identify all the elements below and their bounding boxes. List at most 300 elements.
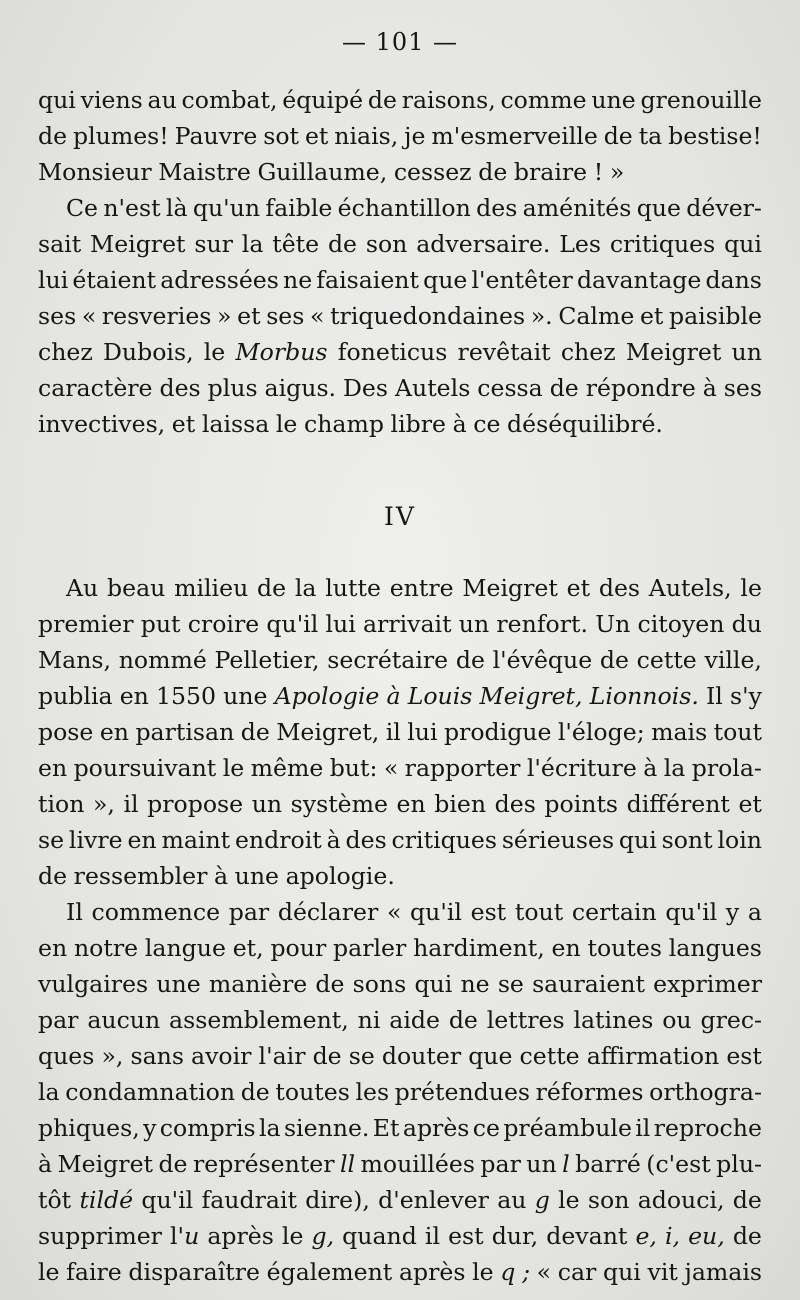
- word: invectives,: [38, 410, 166, 438]
- word: en: [38, 934, 68, 962]
- text-line: [38, 262, 762, 298]
- word: viens: [80, 86, 143, 114]
- word: revêtait: [457, 338, 551, 366]
- word: échantillon: [337, 194, 471, 222]
- text-line: [38, 1038, 762, 1074]
- word: qu'un: [192, 194, 261, 222]
- word: chez: [38, 338, 93, 366]
- word: un: [251, 790, 283, 818]
- word: le: [222, 754, 245, 782]
- word: au: [147, 86, 177, 114]
- word: de: [158, 1150, 188, 1178]
- word: !: [593, 158, 604, 186]
- word: quand: [342, 1222, 417, 1250]
- word: caractère: [38, 374, 153, 402]
- word: Les: [559, 230, 601, 258]
- word: citoyen: [637, 610, 725, 638]
- word: reproche: [653, 1114, 762, 1142]
- word: Ce: [66, 194, 99, 222]
- word: Meigret,: [479, 682, 583, 710]
- word: mais: [651, 718, 708, 746]
- word: grenouille: [640, 86, 762, 114]
- text-line: [38, 930, 762, 966]
- word: en: [127, 826, 157, 854]
- word: l'u: [170, 1222, 200, 1250]
- word: tôt: [38, 1186, 72, 1214]
- word: latines: [573, 1006, 654, 1034]
- word: Et: [372, 1114, 400, 1142]
- word: y: [143, 1114, 157, 1142]
- word: à: [452, 410, 467, 438]
- word: Meigret: [625, 338, 722, 366]
- text-line: [38, 1146, 762, 1182]
- word: foneticus: [337, 338, 448, 366]
- word: même: [250, 754, 324, 782]
- word: adversaire.: [416, 230, 551, 258]
- word: une: [591, 86, 636, 114]
- word: tout: [514, 898, 564, 926]
- word: manière: [208, 970, 308, 998]
- word: sans: [130, 1042, 184, 1070]
- text-line: [38, 822, 762, 858]
- word: à: [326, 826, 341, 854]
- text-line: [38, 370, 762, 406]
- word: à: [643, 754, 658, 782]
- word: critiques: [609, 230, 716, 258]
- word: tildé: [79, 1186, 134, 1214]
- word: put: [140, 610, 181, 638]
- word: assemblement,: [169, 1006, 349, 1034]
- word: et,: [232, 934, 264, 962]
- page-number: — 101 —: [341, 28, 459, 56]
- word: maint: [161, 826, 231, 854]
- word: qui: [602, 1258, 641, 1286]
- word: des: [598, 574, 641, 602]
- word: et: [566, 574, 591, 602]
- word: Meigret: [57, 1150, 154, 1178]
- paragraph-block-1: [38, 82, 762, 442]
- word: réformes: [535, 1078, 644, 1106]
- word: resveries: [101, 302, 212, 330]
- word: répondre: [585, 374, 696, 402]
- word: certain: [571, 898, 657, 926]
- word: commence: [91, 898, 221, 926]
- word: que: [636, 194, 681, 222]
- word: compris: [159, 1114, 256, 1142]
- word: ce: [472, 1114, 500, 1142]
- word: croire: [187, 610, 260, 638]
- word: »: [217, 302, 232, 330]
- word: ni: [357, 1006, 381, 1034]
- word: dire),: [305, 1186, 370, 1214]
- text-line: [38, 154, 762, 190]
- word: de: [315, 970, 345, 998]
- word: triquedondaines: [330, 302, 526, 330]
- word: lui: [38, 266, 69, 294]
- text-line: [38, 1002, 762, 1038]
- word: davantage: [576, 266, 702, 294]
- word: laissa: [201, 410, 270, 438]
- word: cessez: [393, 158, 472, 186]
- word: à: [702, 374, 717, 402]
- word: Il: [705, 682, 723, 710]
- word: qui: [618, 826, 657, 854]
- word: après: [402, 1114, 470, 1142]
- word: combat,: [181, 86, 278, 114]
- word: douter: [381, 1042, 462, 1070]
- word: orthogra-: [649, 1078, 762, 1106]
- word: il: [635, 1114, 651, 1142]
- paragraph-block-2: [38, 570, 762, 1290]
- word: chez: [560, 338, 616, 366]
- word: phiques,: [38, 1114, 140, 1142]
- word: faire: [66, 1258, 122, 1286]
- word: ta: [638, 122, 663, 150]
- word: tête: [272, 230, 320, 258]
- word: de: [599, 646, 629, 674]
- word: déclarer: [277, 898, 379, 926]
- word: son: [365, 230, 408, 258]
- word: Meigret: [90, 230, 186, 258]
- word: plus: [207, 374, 258, 402]
- word: différent: [626, 790, 730, 818]
- word: premier: [38, 610, 134, 638]
- word: qui: [724, 230, 762, 258]
- word: «: [383, 754, 399, 782]
- word: y: [725, 898, 740, 926]
- word: sur: [194, 230, 233, 258]
- word: de: [478, 158, 508, 186]
- word: Morbus: [235, 338, 328, 366]
- word: ll: [339, 1150, 356, 1178]
- word: une: [156, 970, 201, 998]
- word: avoir: [191, 1042, 252, 1070]
- word: milieu: [174, 574, 249, 602]
- word: système: [290, 790, 388, 818]
- word: ressembler: [73, 862, 208, 890]
- word: par: [480, 1150, 521, 1178]
- word: la: [294, 574, 317, 602]
- text-line: [38, 570, 762, 606]
- word: l: [562, 1150, 570, 1178]
- word: exprimer: [653, 970, 762, 998]
- word: de: [549, 374, 579, 402]
- text-line: [38, 1254, 762, 1290]
- word: ses: [723, 374, 762, 402]
- text-line: [38, 1182, 762, 1218]
- text-line: [38, 966, 762, 1002]
- text-line: [38, 642, 762, 678]
- word: à: [38, 1150, 53, 1178]
- text-line: [38, 334, 762, 370]
- word: hardiment,: [413, 934, 545, 962]
- word: prétendues: [394, 1078, 531, 1106]
- word: est: [448, 1222, 484, 1250]
- word: de: [732, 1222, 762, 1250]
- word: préambule: [503, 1114, 632, 1142]
- word: Il: [66, 898, 83, 926]
- text-line: [38, 1074, 762, 1110]
- word: paisible: [669, 302, 762, 330]
- word: de: [732, 1186, 762, 1214]
- text-line: [38, 1110, 762, 1146]
- word: après: [207, 1222, 274, 1250]
- word: une: [234, 862, 279, 890]
- word: »,: [101, 1042, 124, 1070]
- word: à: [213, 862, 229, 890]
- text-line: [38, 190, 762, 226]
- word: et: [237, 302, 261, 330]
- word: l'évêque: [492, 646, 593, 674]
- text-line: [38, 606, 762, 642]
- word: »,: [93, 790, 115, 818]
- word: de: [327, 230, 358, 258]
- word: de: [240, 1078, 270, 1106]
- word: (c'est: [646, 1150, 711, 1178]
- word: après: [398, 1258, 466, 1286]
- word: et: [304, 122, 329, 150]
- word: des: [494, 790, 536, 818]
- word: nommé: [118, 646, 207, 674]
- word: Un: [595, 610, 631, 638]
- word: condamnation: [65, 1078, 236, 1106]
- word: faible: [265, 194, 333, 222]
- word: qu'il: [266, 610, 319, 638]
- word: jamais: [684, 1258, 762, 1286]
- word: s'y: [729, 682, 762, 710]
- word: n'est: [103, 194, 161, 222]
- word: le: [38, 1258, 60, 1286]
- word: devant: [546, 1222, 628, 1250]
- word: qu'il: [410, 898, 462, 926]
- word: affirmation: [586, 1042, 720, 1070]
- text-line: [38, 786, 762, 822]
- word: de: [38, 862, 68, 890]
- word: de: [603, 122, 633, 150]
- word: Autels,: [648, 574, 732, 602]
- word: en: [551, 934, 581, 962]
- word: Louis: [407, 682, 473, 710]
- word: sienne.: [283, 1114, 370, 1142]
- word: également: [266, 1258, 393, 1286]
- word: bestise!: [668, 122, 762, 150]
- word: partisan: [135, 718, 235, 746]
- word: sait: [38, 230, 82, 258]
- word: faisaient: [316, 266, 419, 294]
- word: g: [534, 1186, 550, 1214]
- word: langues: [668, 934, 762, 962]
- word: Mans,: [38, 646, 112, 674]
- word: qu'il: [665, 898, 718, 926]
- word: braire: [513, 158, 588, 186]
- word: une: [223, 682, 268, 710]
- word: comme: [500, 86, 587, 114]
- word: cette: [636, 646, 697, 674]
- word: mouillées: [360, 1150, 475, 1178]
- word: Meigret: [462, 574, 558, 602]
- word: barré: [575, 1150, 641, 1178]
- word: en: [38, 754, 68, 782]
- text-line: [38, 858, 762, 894]
- word: sérieuses: [501, 826, 615, 854]
- word: car: [557, 1258, 597, 1286]
- word: l'éloge;: [557, 718, 645, 746]
- word: ce: [473, 410, 501, 438]
- word: eu,: [688, 1222, 725, 1250]
- word: supprimer: [38, 1222, 162, 1250]
- word: Lionnois.: [589, 682, 699, 710]
- word: des: [159, 374, 201, 402]
- word: il: [424, 1222, 440, 1250]
- word: de: [257, 574, 287, 602]
- word: adouci,: [637, 1186, 725, 1214]
- word: un: [458, 610, 490, 638]
- section-heading: IV: [384, 502, 416, 531]
- word: le: [558, 1186, 580, 1214]
- word: la: [258, 1114, 281, 1142]
- word: secrétaire: [327, 646, 449, 674]
- word: lutte: [325, 574, 381, 602]
- word: plu-: [716, 1150, 762, 1178]
- word: toutes: [587, 934, 662, 962]
- word: de: [448, 1006, 478, 1034]
- word: les: [355, 1078, 390, 1106]
- word: la: [241, 230, 264, 258]
- word: i,: [664, 1222, 681, 1250]
- text-line: [38, 894, 762, 930]
- word: faudrait: [201, 1186, 297, 1214]
- word: le: [275, 410, 298, 438]
- word: est: [726, 1042, 762, 1070]
- word: lui: [325, 610, 356, 638]
- word: q: [500, 1258, 516, 1286]
- word: qui: [38, 86, 76, 114]
- word: apologie.: [285, 862, 395, 890]
- word: du: [731, 610, 762, 638]
- word: je: [404, 122, 426, 150]
- word: se: [497, 970, 524, 998]
- word: ou: [662, 1006, 692, 1034]
- word: ».: [530, 302, 553, 330]
- word: Maistre: [158, 158, 251, 186]
- word: d'enlever: [378, 1186, 489, 1214]
- word: sont: [661, 826, 713, 854]
- word: et: [738, 790, 762, 818]
- word: disparaître: [128, 1258, 260, 1286]
- word: plumes!: [72, 122, 169, 150]
- word: tion: [38, 790, 85, 818]
- word: de: [240, 718, 270, 746]
- word: niais,: [334, 122, 399, 150]
- word: sot: [263, 122, 300, 150]
- word: Au: [66, 574, 99, 602]
- text-line: [38, 678, 762, 714]
- word: Calme: [558, 302, 635, 330]
- word: Dubois,: [103, 338, 194, 366]
- word: grec-: [700, 1006, 762, 1034]
- word: 1550: [155, 682, 217, 710]
- text-line: [38, 82, 762, 118]
- word: »: [609, 158, 625, 186]
- word: notre: [73, 934, 139, 962]
- word: aigus.: [264, 374, 337, 402]
- word: pour: [270, 934, 327, 962]
- word: la: [38, 1078, 60, 1106]
- word: a: [747, 898, 762, 926]
- word: sauraient: [532, 970, 645, 998]
- word: vulgaires: [38, 970, 149, 998]
- word: entre: [389, 574, 454, 602]
- text-line: [38, 226, 762, 262]
- word: de: [455, 646, 485, 674]
- word: m'esmerveille: [431, 122, 598, 150]
- word: ques: [38, 1042, 95, 1070]
- word: il: [385, 718, 401, 746]
- word: pose: [38, 718, 94, 746]
- word: l'entêter: [471, 266, 573, 294]
- word: se: [348, 1042, 375, 1070]
- word: adressées: [160, 266, 279, 294]
- word: sons: [352, 970, 407, 998]
- word: «: [81, 302, 97, 330]
- word: que: [468, 1042, 513, 1070]
- word: Autels: [394, 374, 471, 402]
- word: déver-: [686, 194, 762, 222]
- word: un: [526, 1150, 557, 1178]
- word: Apologie: [274, 682, 380, 710]
- word: endroit: [234, 826, 322, 854]
- word: lettres: [486, 1006, 565, 1034]
- word: Pauvre: [174, 122, 258, 150]
- word: dans: [705, 266, 762, 294]
- word: qu'il: [141, 1186, 194, 1214]
- word: parler: [333, 934, 407, 962]
- word: toutes: [275, 1078, 350, 1106]
- text-line: [38, 118, 762, 154]
- word: le: [472, 1258, 494, 1286]
- word: poursuivant: [73, 754, 217, 782]
- word: que: [423, 266, 468, 294]
- word: Des: [343, 374, 389, 402]
- word: g,: [311, 1222, 335, 1250]
- word: se: [38, 826, 65, 854]
- word: Meigret,: [276, 718, 380, 746]
- word: ses: [38, 302, 77, 330]
- word: rapporter: [404, 754, 521, 782]
- word: cessa: [477, 374, 543, 402]
- word: de: [367, 86, 397, 114]
- word: prola-: [691, 754, 762, 782]
- word: propose: [147, 790, 244, 818]
- word: son: [587, 1186, 630, 1214]
- word: à: [386, 682, 401, 710]
- word: de: [312, 1042, 342, 1070]
- word: libre: [390, 410, 446, 438]
- word: tout: [713, 718, 762, 746]
- word: renfort.: [496, 610, 589, 638]
- word: qui: [414, 970, 453, 998]
- word: ville,: [704, 646, 762, 674]
- text-line: [38, 298, 762, 334]
- word: e,: [635, 1222, 657, 1250]
- word: aide: [389, 1006, 440, 1034]
- word: cette: [519, 1042, 580, 1070]
- word: «: [386, 898, 402, 926]
- word: en: [99, 718, 129, 746]
- word: là: [165, 194, 188, 222]
- word: l'écriture: [526, 754, 637, 782]
- word: but:: [329, 754, 378, 782]
